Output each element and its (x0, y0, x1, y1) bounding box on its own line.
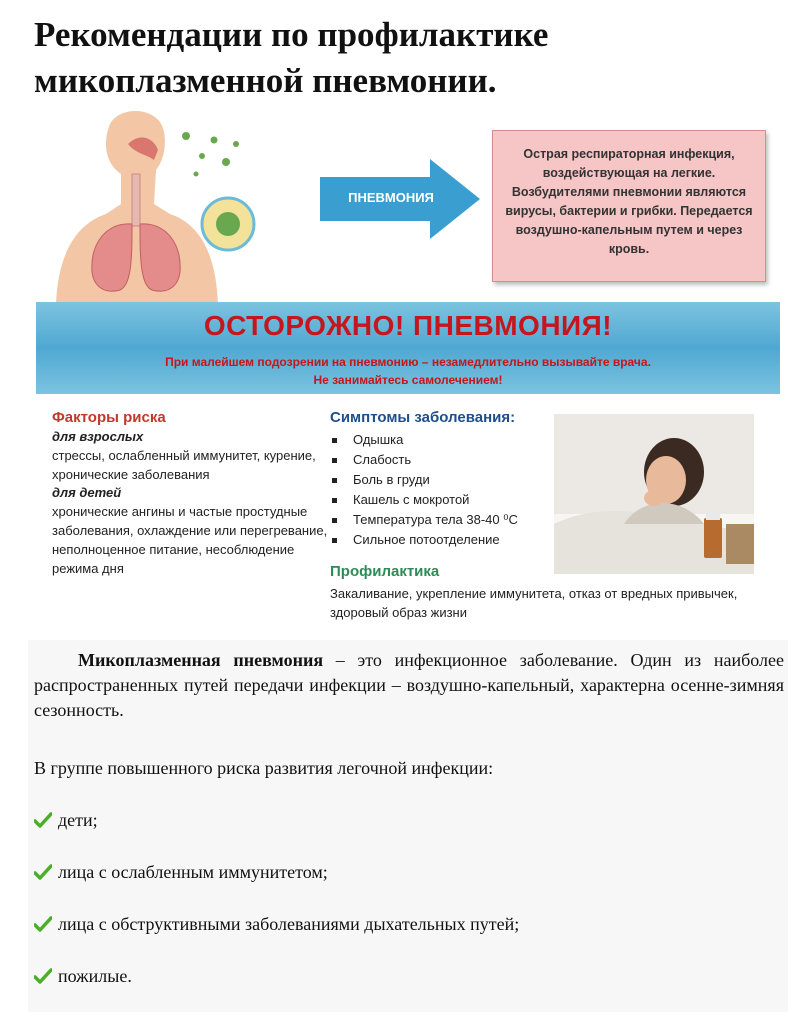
risk-group-heading: В группе повышенного риска развития легочной инфекции: (34, 758, 494, 778)
intro-bold: Микоплазменная пневмония (78, 650, 324, 670)
symptom-item: Одышка (330, 430, 570, 450)
arrow-label: ПНЕВМОНИЯ (348, 190, 434, 205)
page-title: Рекомендации по профилактике микоплазменной пневмонии. (34, 15, 549, 100)
symptoms (330, 408, 570, 550)
banner-title: ОСТОРОЖНО! ПНЕВМОНИЯ! (203, 310, 613, 341)
symptom-item: Слабость (330, 450, 570, 470)
risk-group-label: пожилые. (58, 966, 132, 986)
risk-group-item (34, 860, 328, 884)
prevention (330, 562, 770, 622)
risk-group-item (34, 808, 98, 832)
risk-group-item (34, 964, 132, 988)
checkmark-icon (34, 812, 52, 828)
intro-rest: – это инфекционное заболевание. Один из наиболее распространенных путей передачи инфекции – воздушно-капельный, характерна осенне-зимняя сезонность. (34, 650, 784, 720)
risk-factors (52, 408, 332, 578)
banner-subtitle-line1: При малейшем подозрении на пневмонию – незамедлительно вызывайте врача. (165, 355, 651, 369)
symptom-item: Температура тела 38-40 ⁰С (330, 510, 570, 530)
symptom-item: Боль в груди (330, 470, 570, 490)
adults-text: стрессы, ослабленный иммунитет, курение, хронические заболевания (52, 448, 316, 482)
symptoms-list (330, 430, 570, 550)
definition-note (492, 130, 766, 282)
warning-banner (36, 302, 780, 394)
risk-group-item (34, 912, 519, 936)
checkmark-icon (34, 864, 52, 880)
banner-subtitle-line2: Не занимайтесь самолечением! (313, 373, 503, 387)
risk-group-label: лица с ослабленным иммунитетом; (58, 862, 328, 882)
symptoms-heading: Симптомы заболевания: (330, 409, 516, 426)
lungs-illustration (36, 104, 256, 304)
intro-paragraph (34, 648, 784, 723)
risk-heading: Факторы риска (52, 409, 166, 426)
checkmark-icon (34, 916, 52, 932)
article-text (28, 640, 788, 1012)
children-text: хронические ангины и частые простудные заболевания, охлаждение или перегревание, неполноценное питание, несоблюдение режима дня (52, 504, 328, 576)
infographic (36, 104, 780, 624)
prevention-text: Закаливание, укрепление иммунитета, отказ от вредных привычек, здоровый образ жизни (330, 586, 738, 620)
banner-subtitle (36, 353, 780, 389)
adults-label: для взрослых (52, 429, 144, 444)
coughing-woman-photo (554, 414, 754, 574)
prevention-heading: Профилактика (330, 563, 440, 580)
symptom-item: Кашель с мокротой (330, 490, 570, 510)
risk-group-label: лица с обструктивными заболеваниями дыхательных путей; (58, 914, 520, 934)
children-label: для детей (52, 485, 122, 500)
definition-text: Острая респираторная инфекция, воздействующая на легкие. Возбудителями пневмонии являются вирусы, бактерии и грибки. Передается воздушно-капельным путем и через кровь. (505, 147, 753, 256)
checkmark-icon (34, 968, 52, 984)
symptom-item: Сильное потоотделение (330, 530, 570, 550)
risk-group-label: дети; (58, 810, 98, 830)
